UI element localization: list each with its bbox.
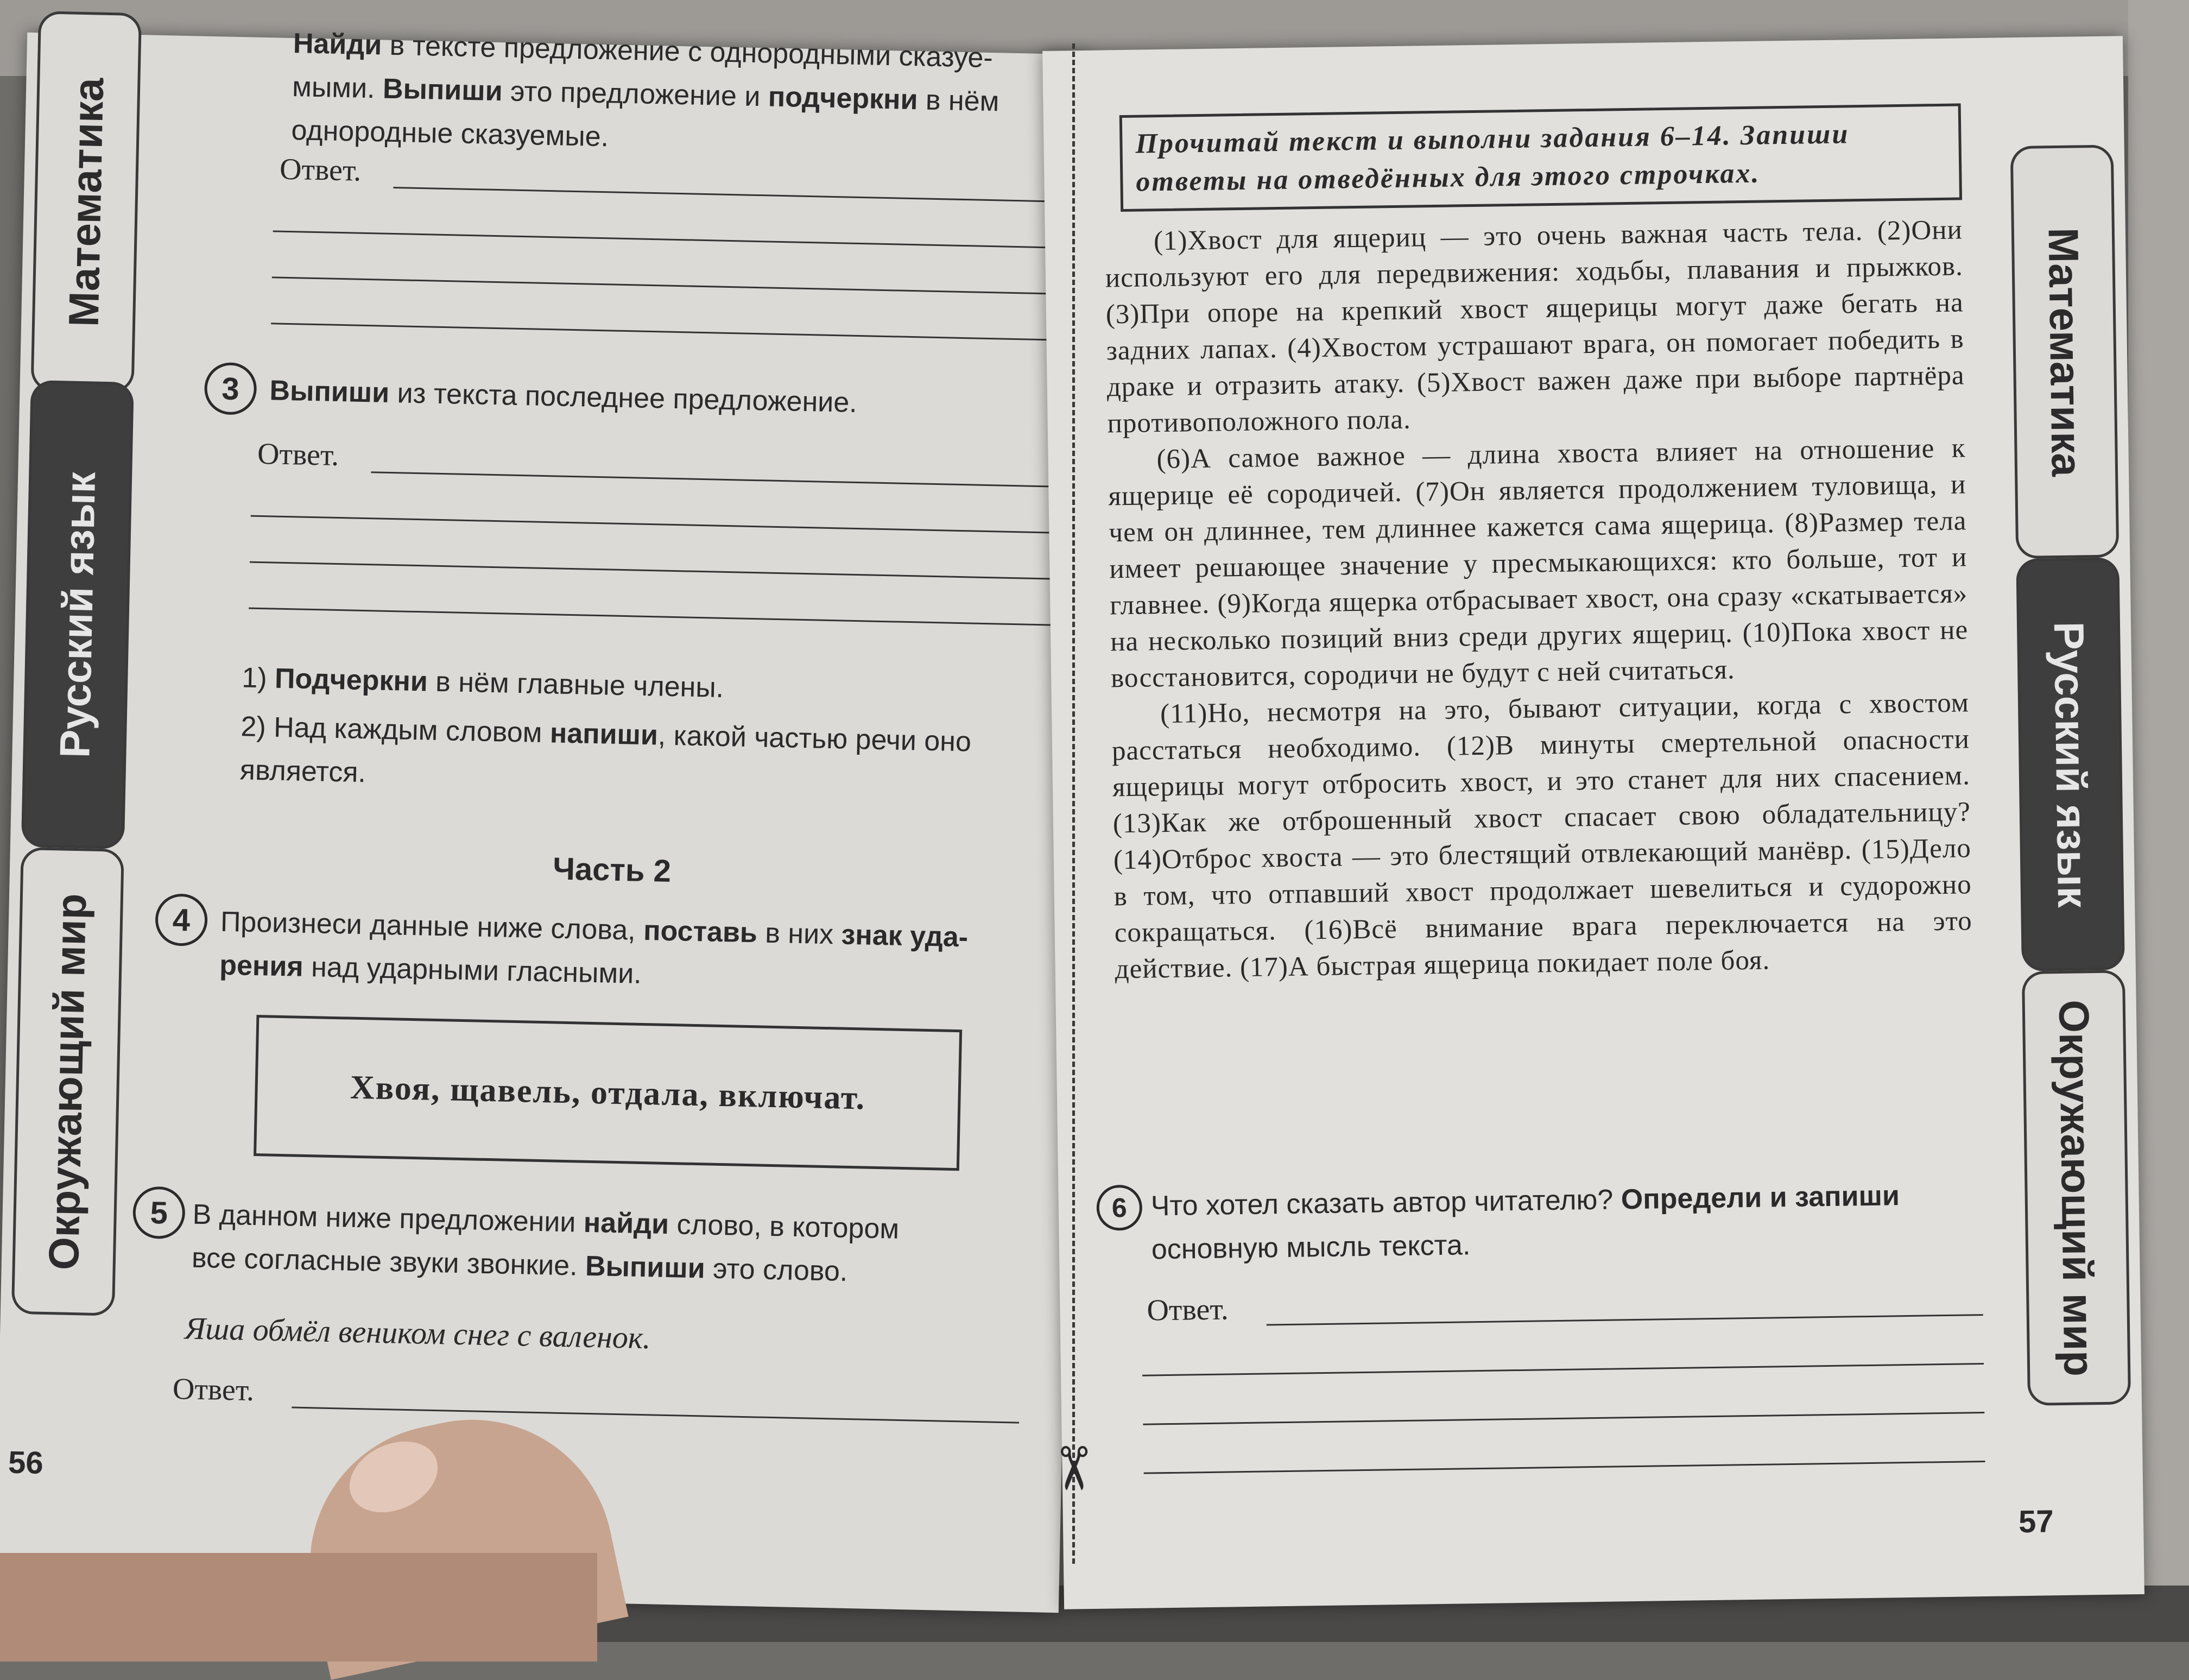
reading-instruction: Прочитай текст и выполни задания 6–14. Запиши ответы на отведённых для этого строчках. [1119,103,1962,212]
answer-line[interactable] [250,561,1064,580]
part2-title: Часть 2 [552,851,672,889]
tab-math-left[interactable]: Математика [30,11,142,393]
answer-line[interactable] [371,471,1066,488]
cut-line [1072,43,1075,1564]
answer-line[interactable] [249,608,1063,626]
task5-sentence: Яша обмёл веником снег с валенок. [184,1310,651,1356]
task5-answer-label: Ответ. [172,1372,255,1408]
page-number-right: 57 [2018,1504,2054,1540]
tab-russian-right[interactable]: Русский язык [2016,557,2125,971]
tab-world-left[interactable]: Окружающий мир [11,847,124,1316]
answer-line[interactable] [273,230,1077,249]
answer-line[interactable] [1142,1363,1984,1376]
tab-math-right[interactable]: Математика [2010,145,2120,559]
task3-sub1: 1) Подчеркни в нём главные члены. [241,662,724,704]
task6-answer-label: Ответ. [1147,1292,1229,1328]
hand [0,1553,597,1662]
answer-line[interactable] [272,276,1075,295]
scissors-icon: ✂ [1039,1443,1106,1494]
left-page [0,28,1091,1613]
task4-words-box: Хвоя, щавель, отдала, включат. [254,1015,962,1171]
right-subject-tabs [1998,36,2142,1395]
task6-text: Что хотел сказать автор читателю? Определи и запиши основную мысль текста. [1150,1180,1900,1266]
page-number-left: 56 [8,1444,44,1481]
task3-sub2: 2) Над каждым словом напиши, какой частью речи оно является. [239,711,972,789]
task5-text: В данном ниже предложении найди слово, в котором все согласные звуки звонкие. Выпиши это слово. [191,1198,900,1287]
task5-number: 5 [132,1186,186,1239]
answer-line[interactable] [292,1407,1019,1424]
task4-number: 4 [155,893,208,946]
task4-text: Произнеси данные ниже слова, поставь в них знак уда- рения над ударными гласными. [219,906,969,990]
passage-paragraph: (11)Но, несмотря на это, бывают ситуации, когда с хвостом расстаться необходимо. (12)В минуты смертельной опасности ящерицы могут отбросить хвост, и это станет для них спасением. (13)Как же отброшенный хвост спасает свою обладательницу? (14)Отброс хвоста — это блестящий отвлекающий манёвр. (15)Дело в том, что отпавший хвост продолжает шевелиться и судорожно сокращаться. (16)Всё внимание врага переключается на это действие. (17)А быстрая ящерица покидает поле боя. [1111,687,1972,985]
answer-line[interactable] [1144,1461,1985,1474]
answer-line[interactable] [1267,1314,1983,1325]
task2-text: Найди в тексте предложение с однородными сказуе- мыми. Выпиши это предложение и подчеркни в нём однородные сказуемые. [290,28,1000,153]
task3-text: Выпиши из текста последнее предложение. [269,375,858,419]
task3-number: 3 [204,362,257,415]
passage-paragraph: (1)Хвост для ящериц — это очень важная часть тела. (2)Они используют его для передвижения: ходьбы, плавания и прыжков. (3)При опоре на крепкий хвост ящерицы могут даже бегать на задних лапах. (4)Хвостом устрашают врага, он помогает победить в драке и отразить атаку. (5)Хвост важен даже при выборе партнёра противоположного пола. [1105,214,1965,439]
answer-line[interactable] [393,187,1077,203]
right-page [1042,36,2144,1609]
answer-line[interactable] [1143,1412,1984,1425]
task3-answer-label: Ответ. [257,437,339,472]
answer-line[interactable] [271,323,1074,341]
reading-passage [1105,212,1973,988]
tab-russian-left[interactable]: Русский язык [21,380,134,849]
passage-paragraph: (6)А самое важное — длина хвоста влияет на отношение к ящерице её сородичей. (7)Он является продолжением туловища, и чем он длиннее, тем длиннее кажется сама ящерица. (8)Размер тела имеет решающее значение у пресмыкающихся: кто больше, тот и главнее. (9)Когда ящерка отбрасывает хвост, она сразу «скатывается» на несколько позиций вниз среди других ящериц. (10)Пока хвост не восстановится, сородичи не будут с ней считаться. [1108,433,1969,694]
tab-world-right[interactable]: Окружающий мир [2022,970,2131,1406]
task6-number: 6 [1096,1185,1142,1231]
task2-answer-label: Ответ. [279,152,362,188]
left-subject-tabs [0,33,152,1338]
answer-line[interactable] [251,515,1065,534]
